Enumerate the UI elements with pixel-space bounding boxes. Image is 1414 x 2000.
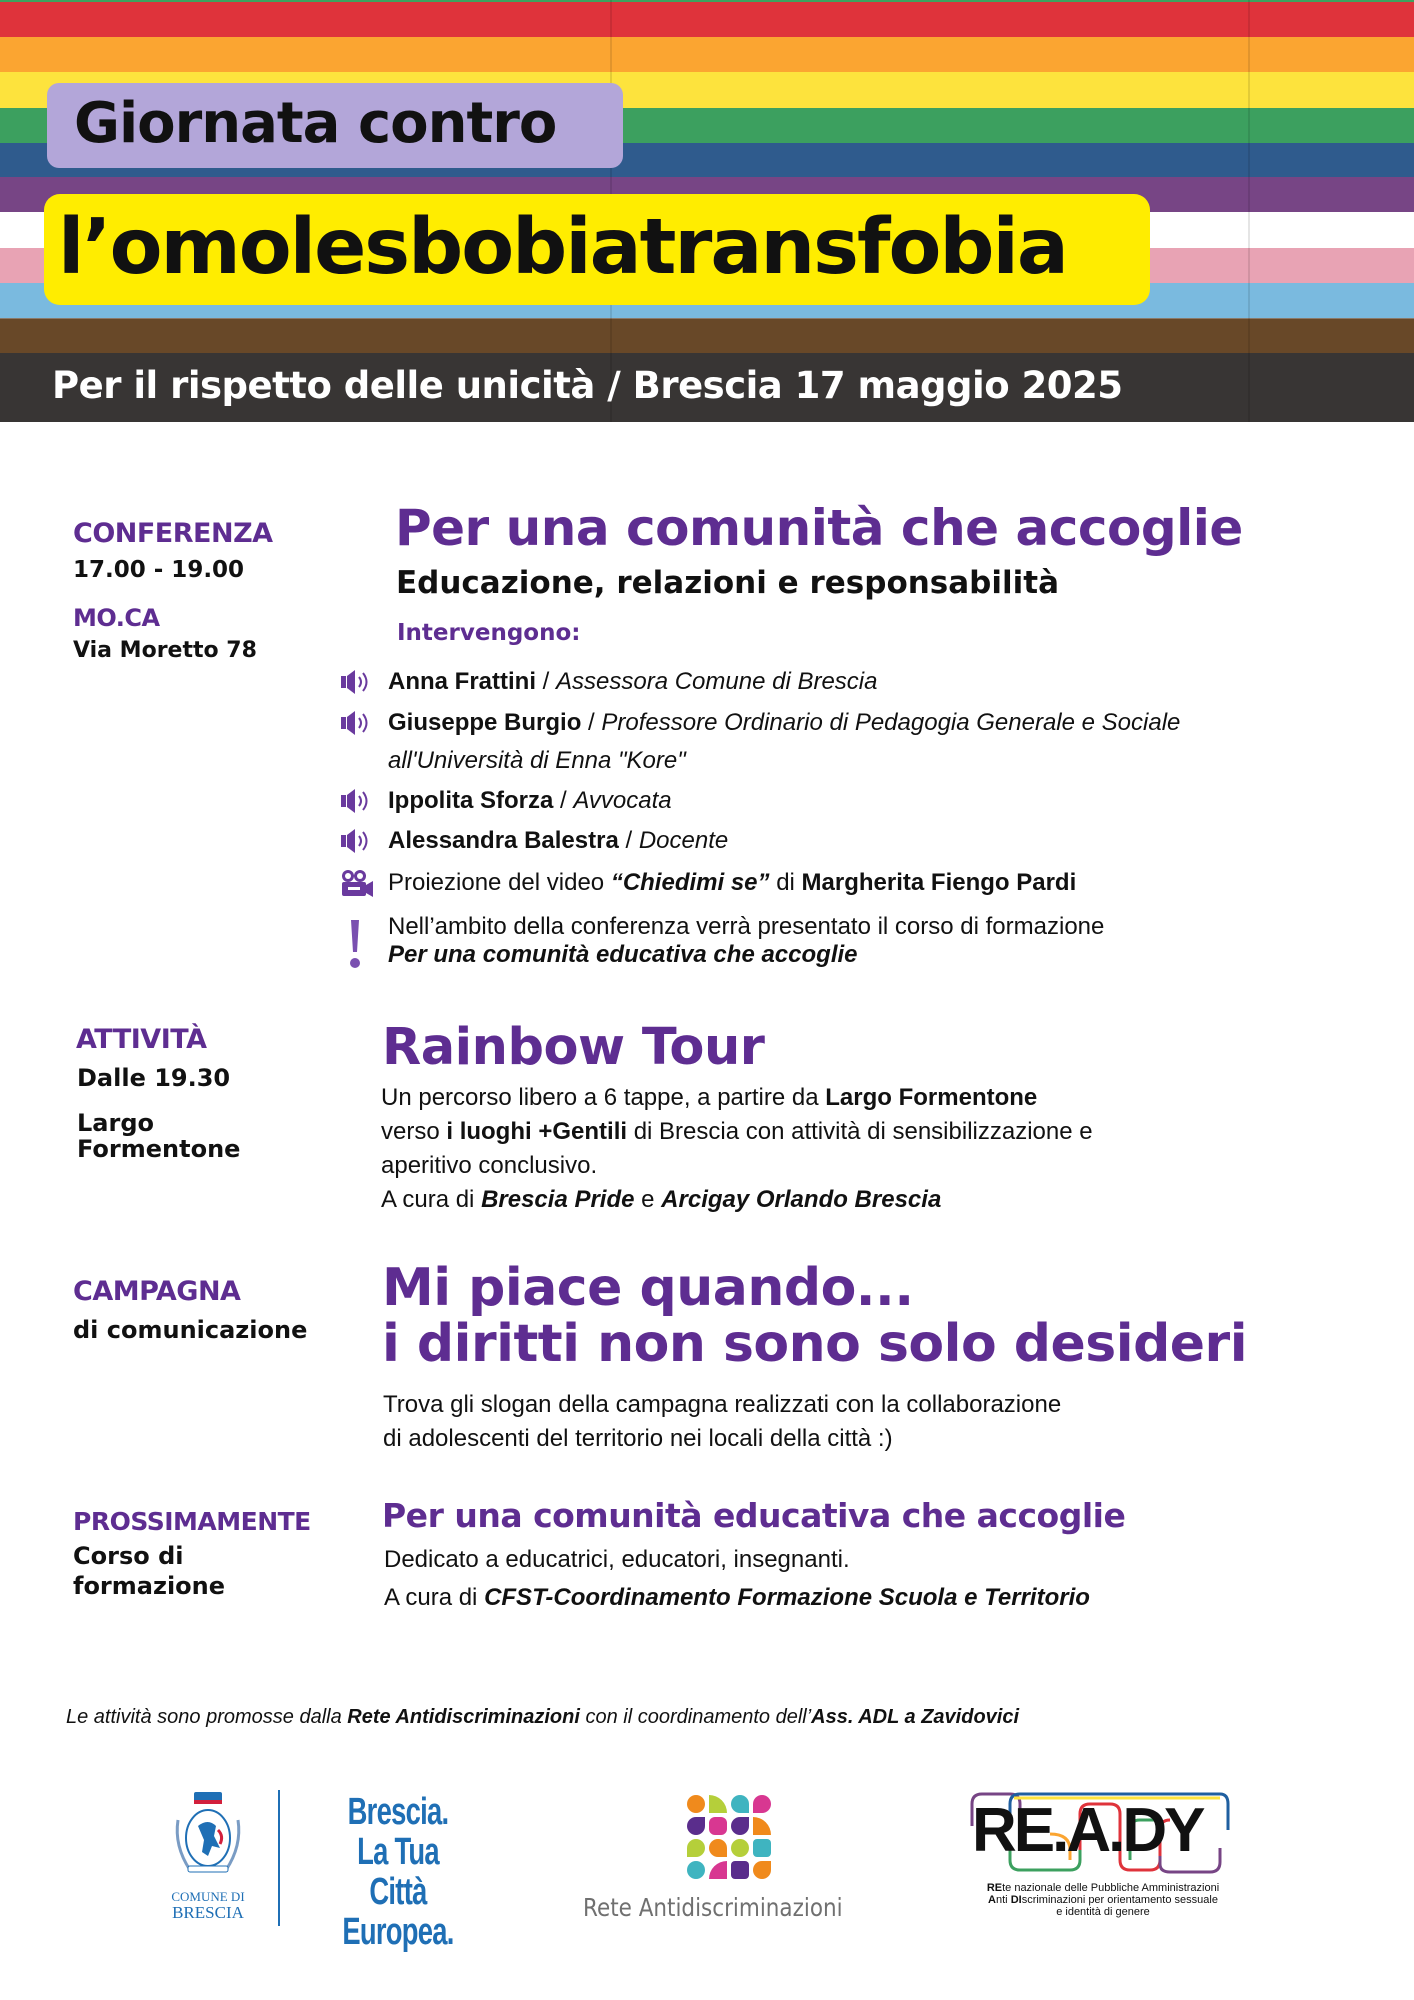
rete-logo-tile <box>753 1795 771 1813</box>
rete-logo-tile <box>753 1817 771 1835</box>
text: Le attività sono promosse dalla <box>66 1706 348 1728</box>
section-sub: Corso di formazione <box>73 1542 226 1600</box>
video-author: Margherita Fiengo Pardi <box>801 869 1077 896</box>
text: Trova gli slogan della campagna realizzati con la collaborazione <box>383 1391 1062 1418</box>
text: con il coordinamento dell’ <box>579 1706 812 1728</box>
rete-logo-tile <box>709 1795 727 1813</box>
rete-logo-tile <box>687 1861 705 1879</box>
text: Dedicato a educatrici, educatori, insegnanti. <box>384 1546 850 1573</box>
brescia-line2: La Tua Città <box>357 1831 439 1913</box>
speaker-icon <box>339 827 373 855</box>
section-label: CONFERENZA <box>73 518 273 549</box>
speaker-role: Avvocata <box>573 787 672 814</box>
ready-desc: scriminazioni per orientamento sessuale <box>1021 1894 1218 1906</box>
speaker-name: Giuseppe Burgio <box>388 709 582 736</box>
section-time: Dalle 19.30 <box>77 1064 231 1092</box>
exclamation-icon <box>348 918 362 970</box>
video-title: “Chiedimi se” <box>610 869 770 896</box>
text: e <box>634 1186 662 1213</box>
section-sub: di comunicazione <box>73 1316 308 1344</box>
separator: / <box>553 787 574 814</box>
rete-logo-tile <box>687 1817 705 1835</box>
brescia-line3: Europea. <box>342 1911 454 1953</box>
venue-address: Via Moretto 78 <box>73 638 257 663</box>
speaker-icon <box>339 668 373 696</box>
section-label: PROSSIMAMENTE <box>73 1507 311 1536</box>
rete-logo-tile <box>731 1817 749 1835</box>
text: Un percorso libero a 6 tappe, a partire da <box>381 1084 826 1111</box>
speaker-role: Professore Ordinario di Pedagogia Generale e Sociale <box>601 709 1181 736</box>
speakers-label: Intervengono: <box>397 620 581 646</box>
text-bold: Largo Formentone <box>825 1084 1038 1111</box>
rete-logo-grid <box>687 1795 777 1885</box>
text-bold: Rete Antidiscriminazioni <box>347 1706 580 1728</box>
page-subtitle: Per il rispetto delle unicità / Brescia 17 maggio 2025 <box>52 364 1123 407</box>
ready-desc: e identità di genere <box>1056 1906 1150 1918</box>
organizer: CFST-Coordinamento Formazione Scuola e Territorio <box>484 1584 1090 1611</box>
text: verso <box>381 1118 447 1145</box>
rete-logo-tile <box>731 1839 749 1857</box>
coat-of-arms-icon <box>168 1790 248 1886</box>
text-bold: i luoghi +Gentili <box>446 1118 628 1145</box>
rete-logo-tile <box>687 1839 705 1857</box>
ready-desc-bold: RE <box>986 1882 1003 1894</box>
section-label: ATTIVITÀ <box>76 1024 207 1055</box>
text: A cura di <box>381 1186 482 1213</box>
speaker-icon <box>339 787 373 815</box>
section-place: Largo Formentone <box>77 1109 241 1163</box>
ready-desc: te nazionale delle Pubbliche Amministrazioni <box>1002 1882 1220 1894</box>
ready-wordmark: RE.A.DY <box>972 1796 1203 1865</box>
comune-line1: COMUNE DI <box>171 1889 245 1904</box>
footer-note <box>66 1706 1019 1729</box>
text: aperitivo conclusivo. <box>381 1152 598 1179</box>
ready-desc-bold: DI <box>1010 1894 1022 1906</box>
rete-logo-tile <box>731 1795 749 1813</box>
rete-logo-tile <box>753 1861 771 1879</box>
section-title: Per una comunità che accoglie <box>395 499 1243 557</box>
venue-label: MO.CA <box>73 604 160 632</box>
note-line1: Nell’ambito della conferenza verrà presentato il corso di formazione <box>388 913 1105 940</box>
organizer: Brescia Pride <box>481 1186 635 1213</box>
note-line2: Per una comunità educativa che accoglie <box>388 941 858 968</box>
logo-divider <box>278 1790 280 1926</box>
section-title: Per una comunità educativa che accoglie <box>382 1496 1126 1535</box>
section-title-line1: Mi piace quando... <box>382 1258 914 1318</box>
rete-logo-tile <box>753 1839 771 1857</box>
section-subtitle: Educazione, relazioni e responsabilità <box>396 565 1059 601</box>
text: A cura di <box>384 1584 485 1611</box>
speaker-icon <box>339 709 373 737</box>
separator: / <box>618 827 639 854</box>
video-prefix: Proiezione del video <box>388 869 611 896</box>
page-title-line1: Giornata contro <box>74 91 557 156</box>
section-title-line2: i diritti non sono solo desideri <box>382 1314 1248 1374</box>
text: di Brescia con attività di sensibilizzazione e <box>627 1118 1093 1145</box>
speaker-name: Alessandra Balestra <box>388 827 619 854</box>
section-time: 17.00 - 19.00 <box>73 557 245 583</box>
separator: / <box>581 709 602 736</box>
rete-logo-tile <box>709 1817 727 1835</box>
section-title: Rainbow Tour <box>382 1018 765 1077</box>
rete-logo-tile <box>731 1861 749 1879</box>
text: di adolescenti del territorio nei locali della città :) <box>383 1425 893 1452</box>
page-title-line2: l’omolesbobiatransfobia <box>58 203 1067 292</box>
rete-logo-tile <box>687 1795 705 1813</box>
speaker-name: Ippolita Sforza <box>388 787 554 814</box>
stripe-brown <box>0 318 1414 354</box>
text-bold: Ass. ADL a Zavidovici <box>811 1706 1020 1728</box>
fold-line <box>1248 0 1250 422</box>
video-mid: di <box>769 869 802 896</box>
rete-logo-tile <box>709 1839 727 1857</box>
ready-desc-bold: A <box>988 1894 996 1906</box>
speaker-role: Assessora Comune di Brescia <box>556 668 878 695</box>
speaker-name: Anna Frattini <box>388 668 536 695</box>
rete-logo-text: Rete Antidiscriminazioni <box>583 1893 843 1922</box>
section-label: CAMPAGNA <box>73 1276 241 1307</box>
comune-line2: BRESCIA <box>172 1903 244 1922</box>
ready-desc: nti <box>996 1894 1011 1906</box>
speaker-role-cont: all'Università di Enna "Kore" <box>388 747 686 774</box>
stripe-red <box>0 2 1414 37</box>
rete-logo-tile <box>709 1861 727 1879</box>
speaker-role: Docente <box>638 827 729 854</box>
separator: / <box>536 668 557 695</box>
organizer: Arcigay Orlando Brescia <box>661 1186 942 1213</box>
movie-camera-icon <box>340 868 374 900</box>
brescia-line1: Brescia. <box>347 1791 449 1833</box>
stripe-orange <box>0 37 1414 72</box>
